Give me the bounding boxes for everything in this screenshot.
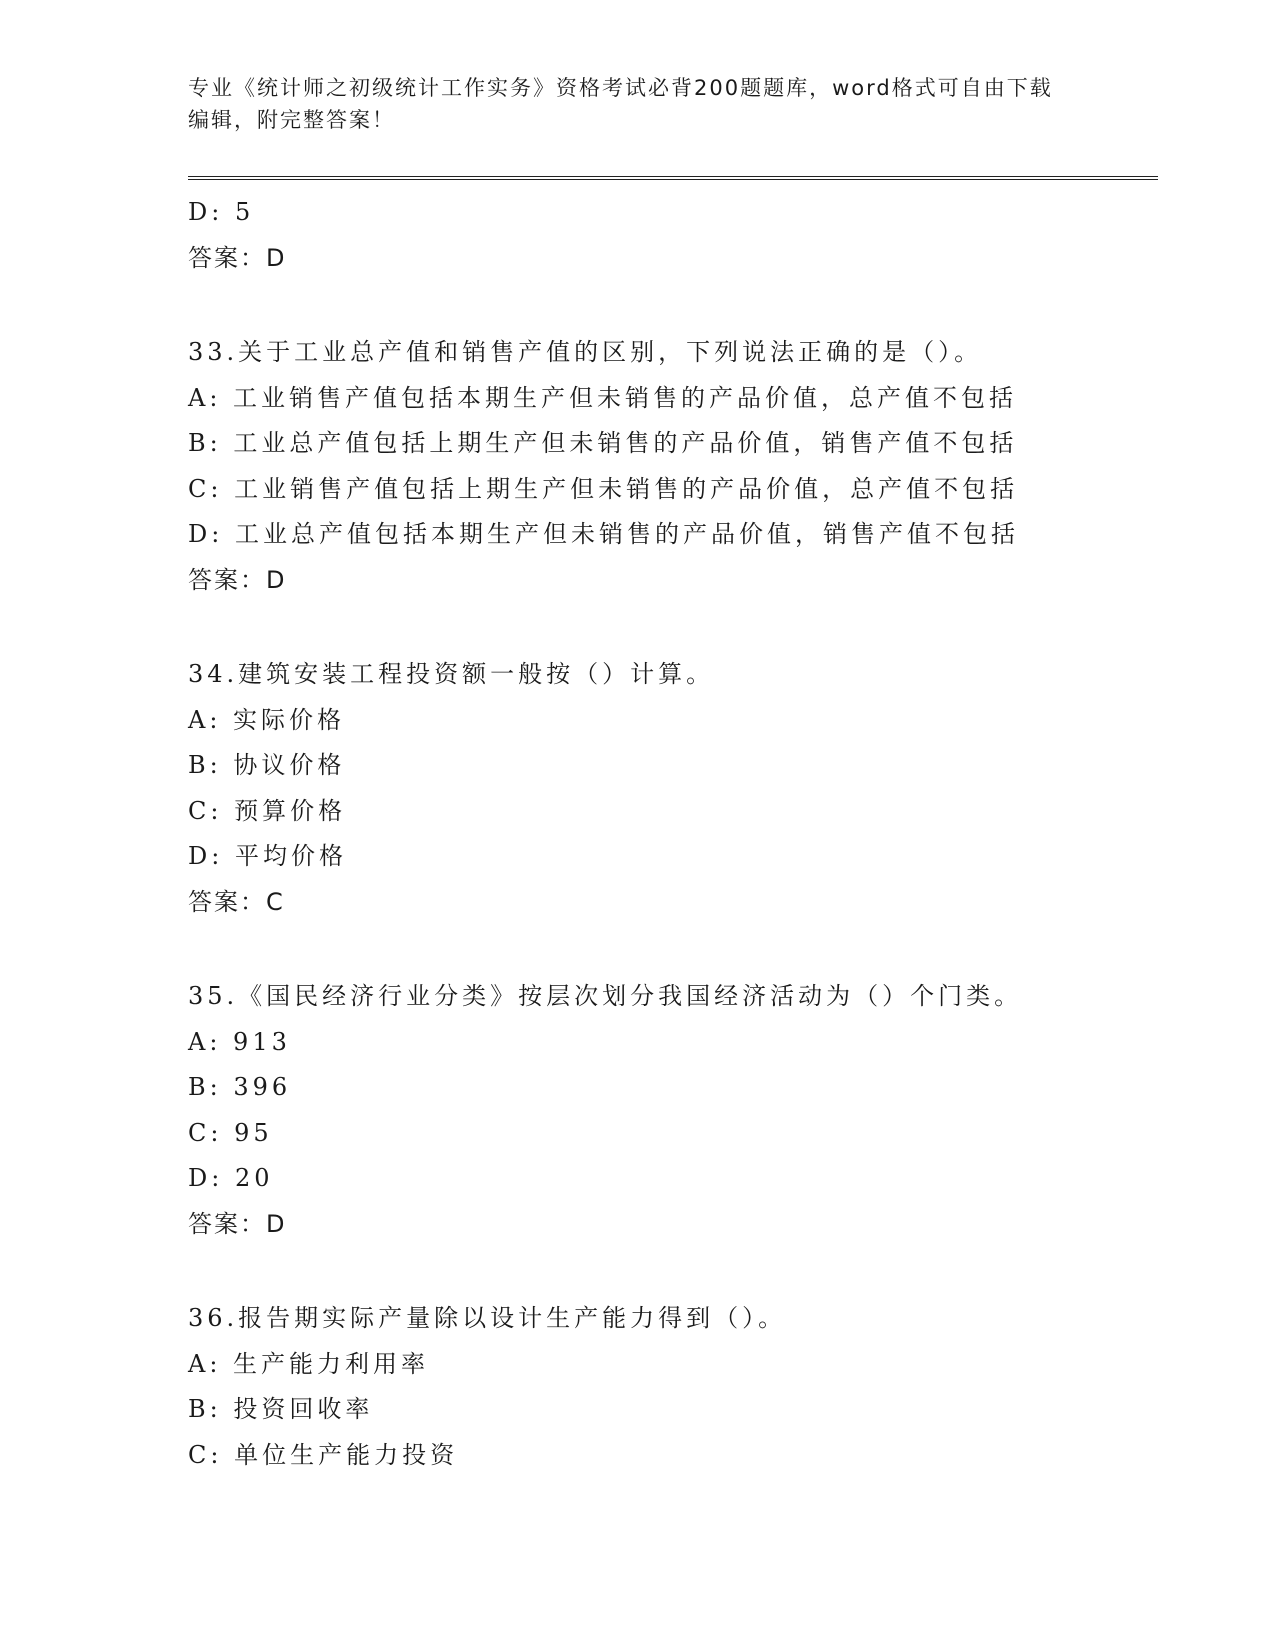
document-header: 专业《统计师之初级统计工作实务》资格考试必背200题题库，word格式可自由下载编辑，附完整答案！: [188, 76, 1053, 132]
option-a: A: 实际价格: [188, 705, 346, 734]
option-c: C: 工业销售产值包括上期生产但未销售的产品价值，总产值不包括: [188, 474, 1019, 503]
question-stem: 36.报告期实际产量除以设计生产能力得到（）。: [188, 1304, 787, 1332]
option-c: C: 预算价格: [188, 796, 347, 825]
answer-line: 答案：D: [188, 565, 287, 594]
question-36: [188, 1296, 1158, 1478]
answer-line: 答案：C: [188, 887, 285, 916]
option-c: C: 95: [188, 1118, 273, 1147]
option-c: C: 单位生产能力投资: [188, 1440, 459, 1469]
document-page: [188, 72, 1158, 1478]
option-b: B: 工业总产值包括上期生产但未销售的产品价值，销售产值不包括: [188, 429, 1018, 457]
option-a: A: 工业销售产值包括本期生产但未销售的产品价值，总产值不包括: [188, 383, 1018, 412]
header-rule: [188, 176, 1158, 180]
option-d: D: 20: [188, 1164, 274, 1192]
answer-line: 答案：D: [188, 243, 287, 272]
option-d: D: 工业总产值包括本期生产但未销售的产品价值，销售产值不包括: [188, 520, 1019, 548]
answer-line: 答案：D: [188, 1209, 287, 1238]
option-a: A: 913: [188, 1027, 291, 1056]
option-b: B: 协议价格: [188, 751, 346, 779]
option-b: B: 投资回收率: [188, 1395, 374, 1423]
option-d: D: 平均价格: [188, 842, 347, 870]
question-34: [188, 652, 1158, 925]
option-b: B: 396: [188, 1073, 292, 1101]
question-35: [188, 974, 1158, 1247]
question-33: [188, 330, 1158, 603]
option-a: A: 生产能力利用率: [188, 1349, 430, 1378]
question-stem: 33.关于工业总产值和销售产值的区别，下列说法正确的是（）。: [188, 338, 983, 366]
question-stem: 34.建筑安装工程投资额一般按（）计算。: [188, 660, 715, 688]
question-stem: 35.《国民经济行业分类》按层次划分我国经济活动为（）个门类。: [188, 982, 1023, 1010]
option-d: D: 5: [188, 198, 255, 226]
question-list: [188, 190, 1158, 1478]
